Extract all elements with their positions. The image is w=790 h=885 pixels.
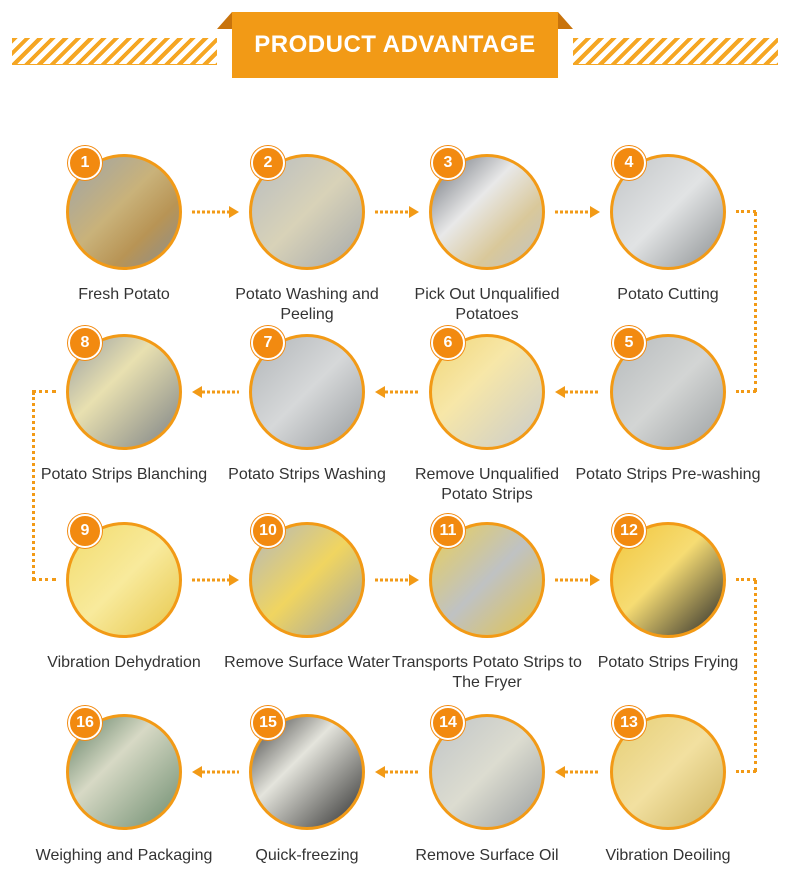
step-label: Potato Strips Pre-washing [575, 466, 761, 483]
step-number-badge: 2 [251, 146, 285, 180]
connector-right-2-top [736, 578, 756, 581]
step-label: Remove Unqualified Potato Strips [414, 466, 560, 503]
flow-arrow-icon [555, 205, 600, 219]
flow-arrow-icon [555, 385, 600, 399]
flow-arrow-icon [375, 573, 419, 587]
step-label: Weighing and Packaging [35, 847, 213, 864]
connector-right-1-bottom [736, 390, 756, 393]
connector-left-bottom [32, 578, 56, 581]
connector-right-1-top [736, 210, 756, 213]
step-label: Potato Cutting [617, 286, 719, 303]
step-label: Quick-freezing [255, 847, 359, 864]
step-number-badge: 10 [251, 514, 285, 548]
banner-fold-right [558, 12, 573, 29]
banner-line-right [573, 64, 778, 65]
flow-arrow-icon [375, 765, 419, 779]
flow-arrow-icon [192, 205, 239, 219]
banner-stripe-right [573, 38, 778, 64]
flow-arrow-icon [555, 765, 600, 779]
flow-arrow-icon [375, 205, 419, 219]
step-label: Remove Surface Water [224, 654, 390, 671]
step-label: Potato Washing and Peeling [235, 286, 379, 323]
step-label: Potato Strips Blanching [40, 466, 208, 483]
step-number-badge: 12 [612, 514, 646, 548]
step-number-badge: 7 [251, 326, 285, 360]
step-number-badge: 3 [431, 146, 465, 180]
step-label: Potato Strips Frying [597, 654, 739, 671]
step-number-badge: 6 [431, 326, 465, 360]
connector-right-2 [754, 580, 757, 772]
banner-line-left [12, 64, 217, 65]
step-number-badge: 16 [68, 706, 102, 740]
step-number-badge: 4 [612, 146, 646, 180]
step-number-badge: 9 [68, 514, 102, 548]
flow-arrow-icon [192, 573, 239, 587]
step-number-badge: 8 [68, 326, 102, 360]
flow-arrow-icon [192, 765, 239, 779]
banner-stripe-left [12, 38, 217, 64]
step-number-badge: 1 [68, 146, 102, 180]
step-label: Vibration Deoiling [605, 847, 731, 864]
connector-right-1 [754, 212, 757, 392]
page-title: PRODUCT ADVANTAGE [254, 31, 536, 58]
step-number-badge: 14 [431, 706, 465, 740]
flow-arrow-icon [375, 385, 419, 399]
flow-arrow-icon [555, 573, 600, 587]
step-label: Potato Strips Washing [228, 466, 386, 483]
flow-arrow-icon [192, 385, 239, 399]
step-label: Remove Surface Oil [415, 847, 559, 864]
step-number-badge: 11 [431, 514, 465, 548]
step-label: Fresh Potato [78, 286, 170, 303]
connector-right-2-bottom [736, 770, 756, 773]
step-number-badge: 15 [251, 706, 285, 740]
connector-left-top [32, 390, 56, 393]
step-label: Pick Out Unqualified Potatoes [414, 286, 560, 323]
step-number-badge: 13 [612, 706, 646, 740]
step-label: Vibration Dehydration [47, 654, 201, 671]
connector-left [32, 392, 35, 580]
step-number-badge: 5 [612, 326, 646, 360]
banner-fold-left [217, 12, 232, 29]
step-label: Transports Potato Strips to The Fryer [392, 654, 582, 691]
